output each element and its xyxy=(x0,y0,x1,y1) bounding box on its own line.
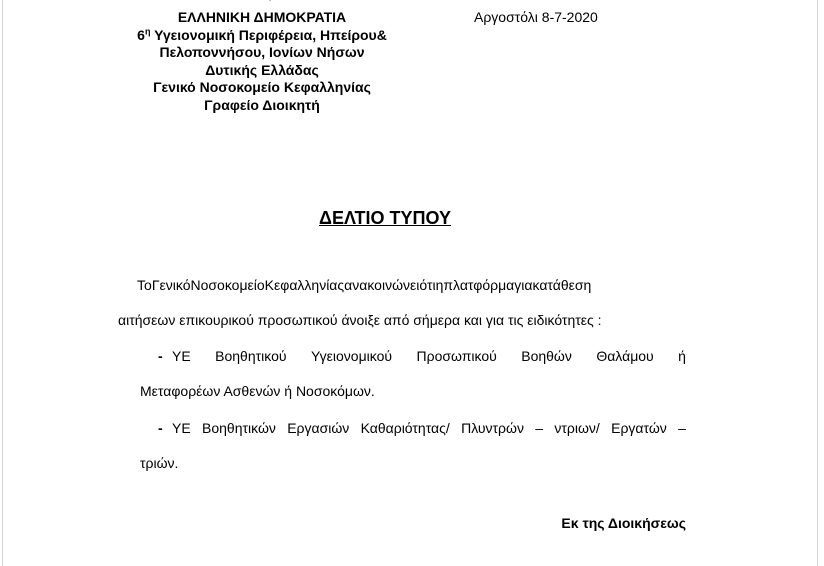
word: – xyxy=(535,420,544,436)
bullet-marker: - xyxy=(158,420,163,436)
word: Γενικό xyxy=(151,277,191,293)
word: Βοηθητικού xyxy=(215,348,287,364)
region-ordinal-suffix: η xyxy=(144,25,151,36)
bullet-line-2: τριών. xyxy=(140,455,179,471)
hospital-name: Γενικό Νοσοκομείο Κεφαλληνίας xyxy=(153,79,371,95)
bullet-marker: - xyxy=(158,348,163,364)
word: ντριων/ xyxy=(554,420,600,436)
region-number: 6 xyxy=(137,26,145,43)
word: Εργατών xyxy=(611,420,667,436)
word: – xyxy=(678,420,686,436)
word: Εργασιών xyxy=(287,420,350,436)
document-page xyxy=(2,0,818,566)
word: Πλυντρών xyxy=(461,420,524,436)
word: ότι xyxy=(419,277,436,293)
document-date: Αργοστόλι 8-7-2020 xyxy=(474,9,598,25)
word: Το xyxy=(137,277,152,293)
health-region-line3: Δυτικής Ελλάδας xyxy=(205,61,319,78)
office-name: Γραφείο Διοικητή xyxy=(204,96,320,113)
list-item xyxy=(140,411,686,481)
issuer-header xyxy=(102,9,422,114)
press-release-title: ΔΕΛΤΙΟ ΤΥΠΟΥ xyxy=(319,208,451,228)
page-left-edge xyxy=(2,0,3,566)
intro-paragraph xyxy=(118,268,686,338)
word: Βοηθών xyxy=(521,348,572,364)
word: η xyxy=(435,277,444,293)
word: ΥΕ xyxy=(172,420,191,436)
region-name: Υγειονομική Περιφέρεια, Ηπείρου& xyxy=(150,26,387,43)
signature: Εκ της Διοικήσεως xyxy=(561,515,686,531)
word: Καθαριότητας/ xyxy=(360,420,450,436)
health-region-line2: Πελοποννήσου, Ιονίων Νήσων xyxy=(159,44,365,60)
word: πλατφόρμα xyxy=(443,277,515,293)
bullet-line-2: Μεταφορέων Ασθενών ή Νοσοκόμων. xyxy=(140,383,375,399)
word: ΥΕ xyxy=(172,348,191,364)
word: για xyxy=(514,277,533,293)
word: Θαλάμου xyxy=(596,348,654,364)
health-region-line1 xyxy=(102,27,422,45)
word: Υγειονομικού xyxy=(311,348,393,364)
word: ανακοινώνει xyxy=(344,277,420,293)
greek-emblem-icon xyxy=(263,0,277,4)
intro-line-2: αιτήσεων επικουρικού προσωπικού άνοιξε από σήμερα και για τις ειδικότητες : xyxy=(118,312,602,328)
bullet-line-1 xyxy=(140,411,686,446)
page-right-edge xyxy=(817,0,818,566)
word: κατάθεση xyxy=(532,277,592,293)
country-name: ΕΛΛΗΝΙΚΗ ΔΗΜΟΚΡΑΤΙΑ xyxy=(177,9,347,25)
word: Βοηθητικών xyxy=(202,420,276,436)
word: Νοσοκομείο xyxy=(190,277,265,293)
word: Προσωπικού xyxy=(416,348,497,364)
intro-line-1 xyxy=(118,268,686,303)
word: Κεφαλληνίας xyxy=(264,277,345,293)
word: ή xyxy=(678,348,686,364)
list-item xyxy=(140,339,686,409)
bullet-line-1 xyxy=(140,339,686,374)
